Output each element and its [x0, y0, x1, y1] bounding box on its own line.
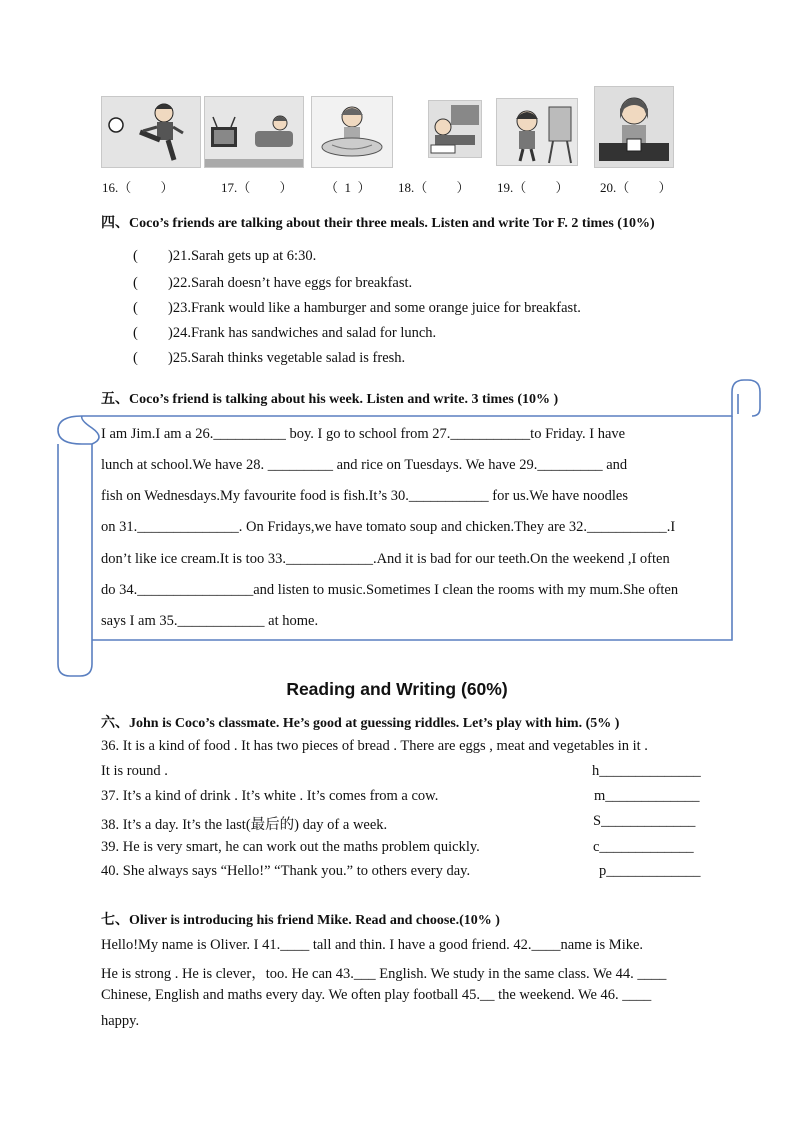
section-7-heading: 七、Oliver is introducing his friend Mike. Read and choose.(10% ) [101, 913, 500, 928]
passage-line: lunch at school.We have 28. _________ and rice on Tuesdays. We have 29._________ and [101, 457, 628, 473]
passage-line: says I am 35.____________ at home. [101, 613, 319, 629]
passage-line: on 31.______________. On Fridays,we have tomato soup and chicken.They are 32.___________.I [101, 519, 676, 535]
riddle-line: It is round . [101, 763, 168, 779]
riddle-line: 37. It’s a kind of drink . It’s white . It’s comes from a cow. [101, 788, 439, 804]
answer-paren: ( [133, 325, 138, 341]
wash-basin-icon [312, 97, 392, 167]
picture-number: 16.（ ） [102, 180, 174, 195]
passage-line: fish on Wednesdays.My favourite food is fish.It’s 30.___________ for us.We have noodles [101, 488, 628, 504]
tf-item [133, 248, 316, 265]
riddle-line: 40. She always says “Hello!” “Thank you.” to others every day. [101, 863, 471, 879]
boy-reading-books [428, 100, 482, 158]
tf-item [133, 275, 412, 292]
section-6-heading: 六、John is Coco’s classmate. He’s good at guessing riddles. Let’s play with him. (5% ) [101, 716, 620, 731]
picture-number: 19.（ ） [497, 180, 569, 195]
football-boy-icon [102, 97, 200, 167]
passage-line: I am Jim.I am a 26.__________ boy. I go to school from 27.___________to Friday. I have [101, 426, 626, 442]
riddle-answer: m_____________ [594, 788, 700, 804]
tf-statement: )23.Frank would like a hamburger and some orange juice for breakfast. [168, 300, 581, 316]
picture-number: 20.（ ） [600, 180, 672, 195]
girl-watching-tv [204, 96, 304, 168]
answer-paren: ( [133, 300, 138, 316]
girl-drawing-pictures [496, 98, 578, 166]
section-4-heading: 四、Coco’s friends are talking about their three meals. Listen and write Tor F. 2 times (10%) [101, 216, 655, 231]
riddle-answer: h______________ [592, 763, 701, 779]
tv-sofa-icon [205, 97, 303, 167]
tf-item [133, 350, 405, 367]
riddle-answer: S_____________ [593, 813, 696, 829]
reading-boy-icon [429, 101, 481, 157]
passage-line: He is strong . He is clever，too. He can 43.___ English. We study in the same class. We 44. ____ [101, 966, 667, 982]
tf-item [133, 300, 581, 317]
answer-paren: ( [133, 248, 138, 264]
passage-line: happy. [101, 1013, 140, 1029]
picture-number: 17.（ ） [221, 180, 293, 195]
passage-line: do 34.________________and listen to music.Sometimes I clean the rooms with my mum.She often [101, 582, 679, 598]
answer-paren: ( [133, 350, 138, 366]
tf-statement: )22.Sarah doesn’t have eggs for breakfast. [168, 275, 413, 291]
answer-paren: ( [133, 275, 138, 291]
girl-at-desk [594, 86, 674, 168]
riddle-line: 39. He is very smart, he can work out the maths problem quickly. [101, 839, 480, 855]
picture-example-answer: （ 1 ） [325, 180, 371, 195]
riddle-answer: c_____________ [593, 839, 694, 855]
passage-line: Hello!My name is Oliver. I 41.____ tall and thin. I have a good friend. 42.____name is Mike. [101, 937, 644, 953]
passage-line: don’t like ice cream.It is too 33.____________.And it is bad for our teeth.On the weekend ,I often [101, 551, 670, 567]
tf-item [133, 325, 436, 342]
boy-playing-football [101, 96, 201, 168]
part-title: Reading and Writing (60%) [286, 679, 508, 699]
girl-washing-clothes [311, 96, 393, 168]
picture-number: 18.（ ） [398, 180, 470, 195]
riddle-line: 38. It’s a day. It’s the last(最后的) day of a week. [101, 817, 388, 833]
riddle-line: 36. It is a kind of food . It has two pieces of bread . There are eggs , meat and vegetables in it . [101, 738, 648, 754]
tf-statement: )25.Sarah thinks vegetable salad is fresh. [168, 350, 406, 366]
section-5-heading: 五、Coco’s friend is talking about his week. Listen and write. 3 times (10% ) [101, 392, 559, 407]
easel-girl-icon [497, 99, 577, 165]
tf-statement: )24.Frank has sandwiches and salad for lunch. [168, 325, 437, 341]
passage-line: Chinese, English and maths every day. We often play football 45.__ the weekend. We 46. ____ [101, 987, 652, 1003]
tf-statement: )21.Sarah gets up at 6:30. [168, 248, 317, 264]
desk-girl-icon [595, 87, 673, 167]
riddle-answer: p_____________ [599, 863, 701, 879]
